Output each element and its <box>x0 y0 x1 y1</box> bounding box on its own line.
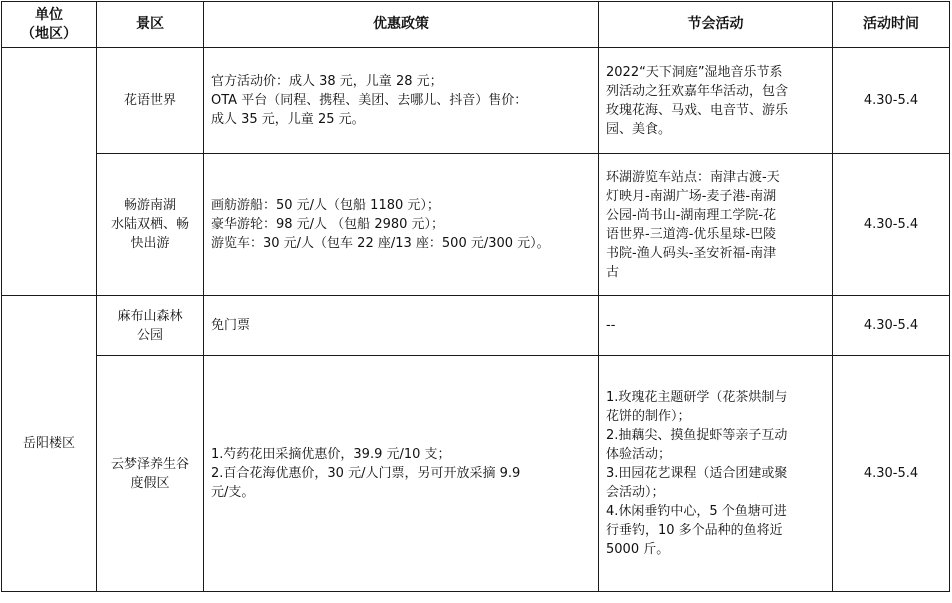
table-row <box>2 154 950 296</box>
activity-cell: 2022“天下洞庭”湿地音乐节系 列活动之狂欢嘉年华活动，包含 玫瑰花海、马戏、电音节、游乐 园、美食。 <box>599 48 833 154</box>
policy-cell: 官方活动价：成人 38 元，儿童 28 元； OTA 平台（同程、携程、美团、去哪儿、抖音）售价： 成人 35 元，儿童 25 元。 <box>204 48 599 154</box>
header-policy: 优惠政策 <box>204 2 599 48</box>
activity-cell: 环湖游览车站点：南津古渡-天 灯映月-南湖广场-麦子港-南湖 公园-尚书山-湖南理工学院-花 语世界-三道湾-优乐星球-巴陵 书院-渔人码头-圣安祈福-南津 古 <box>599 154 833 296</box>
header-unit: 单位 （地区） <box>2 2 97 48</box>
table-row <box>2 48 950 154</box>
header-row <box>2 2 950 48</box>
time-cell: 4.30-5.4 <box>833 48 950 154</box>
time-cell: 4.30-5.4 <box>833 296 950 356</box>
policy-cell: 免门票 <box>204 296 599 356</box>
header-scenic: 景区 <box>97 2 204 48</box>
activity-cell: -- <box>599 296 833 356</box>
scenic-cell: 云梦泽养生谷 度假区 <box>97 356 204 592</box>
policy-table <box>1 1 950 592</box>
scenic-cell: 麻布山森林 公园 <box>97 296 204 356</box>
time-cell: 4.30-5.4 <box>833 356 950 592</box>
header-activity: 节会活动 <box>599 2 833 48</box>
table-row <box>2 356 950 592</box>
header-time: 活动时间 <box>833 2 950 48</box>
scenic-cell: 花语世界 <box>97 48 204 154</box>
table-row <box>2 296 950 356</box>
unit-cell: 岳阳楼区 <box>2 296 97 592</box>
policy-cell: 1.芍药花田采摘优惠价，39.9 元/10 支； 2.百合花海优惠价，30 元/人门票，另可开放采摘 9.9 元/支。 <box>204 356 599 592</box>
time-cell: 4.30-5.4 <box>833 154 950 296</box>
policy-cell: 画舫游船：50 元/人（包船 1180 元）； 豪华游轮：98 元/人 （包船 2980 元）； 游览车：30 元/人（包车 22 座/13 座：500 元/300 元）。 <box>204 154 599 296</box>
activity-cell: 1.玫瑰花主题研学（花茶烘制与 花饼的制作）； 2.抽藕尖、摸鱼捉虾等亲子互动 体验活动； 3.田园花艺课程（适合团建或聚 会活动）； 4.休闲垂钓中心，5 个鱼塘可进 行垂钓，10 多个品种的鱼将近 5000 斤。 <box>599 356 833 592</box>
scenic-cell: 畅游南湖 水陆双栖、畅 快出游 <box>97 154 204 296</box>
unit-cell-empty <box>2 48 97 296</box>
